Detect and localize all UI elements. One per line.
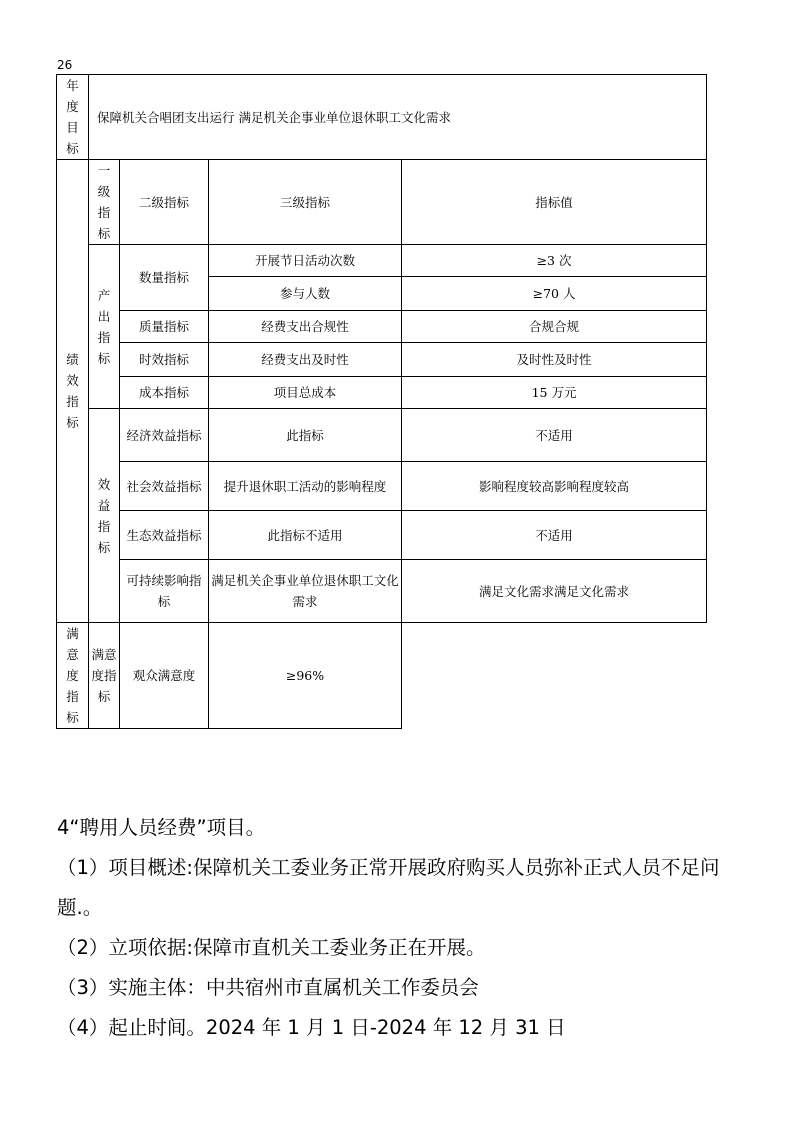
item-basis: （2）立项依据:保障市直机关工委业务正在开展。 [57,936,486,959]
satisfaction-l2: 满意度指标 [89,623,120,729]
table-row [57,511,707,560]
table-row [57,462,707,511]
annual-goal-text: 保障机关合唱团支出运行 满足机关企事业单位退休职工文化需求 [89,75,707,160]
participant-count-l3: 参与人数 [209,277,402,311]
satisfaction-l3: 观众满意度 [120,623,209,729]
item-period: （4）起止时间。2024 年 1 月 1 日-2024 年 12 月 31 日 [57,1016,566,1039]
header-value: 指标值 [402,160,707,245]
timeliness-value: 及时性及时性 [402,343,707,377]
ecological-value: 不适用 [402,511,707,560]
social-value: 影响程度较高影响程度较高 [402,462,707,511]
page-number: 26 [57,58,73,72]
performance-table [56,74,707,729]
item-overview: （1）项目概述:保障机关工委业务正常开展政府购买人员弥补正式人员不足问题.。 [57,856,720,919]
sustainable-indicator: 可持续影响指标 [120,560,209,623]
social-indicator: 社会效益指标 [120,462,209,511]
header-level3: 三级指标 [209,160,402,245]
economic-indicator: 经济效益指标 [120,409,209,462]
participant-count-value: ≥70 人 [402,277,707,311]
economic-l3: 此指标 [209,409,402,462]
timeliness-indicator: 时效指标 [120,343,209,377]
perf-indicator-label: 绩效指标 [57,160,89,623]
social-l3: 提升退休职工活动的影响程度 [209,462,402,511]
header-row [57,160,707,245]
activity-count-l3: 开展节日活动次数 [209,245,402,277]
quantity-indicator: 数量指标 [120,245,209,311]
satisfaction-indicator-label: 满意度指标 [57,623,89,729]
benefit-indicator-label: 效益指标 [89,409,120,623]
table-row [57,245,707,277]
satisfaction-value: ≥96% [209,623,402,729]
header-level1: 一级指标 [89,160,120,245]
annual-goal-row [57,75,707,160]
table-row [57,623,707,729]
header-level2: 二级指标 [120,160,209,245]
table-row [57,343,707,377]
ecological-indicator: 生态效益指标 [120,511,209,560]
ecological-l3: 此指标不适用 [209,511,402,560]
table-row [57,311,707,343]
cost-l3: 项目总成本 [209,377,402,409]
quality-l3: 经费支出合规性 [209,311,402,343]
economic-value: 不适用 [402,409,707,462]
sustainable-value: 满足文化需求满足文化需求 [402,560,707,623]
activity-count-value: ≥3 次 [402,245,707,277]
table-row [57,560,707,623]
quality-value: 合规合规 [402,311,707,343]
cost-indicator: 成本指标 [120,377,209,409]
output-indicator-label: 产出指标 [89,245,120,409]
table-row [57,409,707,462]
sustainable-l3: 满足机关企事业单位退休职工文化需求 [209,560,402,623]
table-row [57,377,707,409]
body-text [57,808,747,1048]
quality-indicator: 质量指标 [120,311,209,343]
section-heading: 4“聘用人员经费”项目。 [57,816,266,839]
annual-goal-label: 年度目标 [57,75,89,160]
timeliness-l3: 经费支出及时性 [209,343,402,377]
item-subject: （3）实施主体：中共宿州市直属机关工作委员会 [57,976,479,999]
cost-value: 15 万元 [402,377,707,409]
